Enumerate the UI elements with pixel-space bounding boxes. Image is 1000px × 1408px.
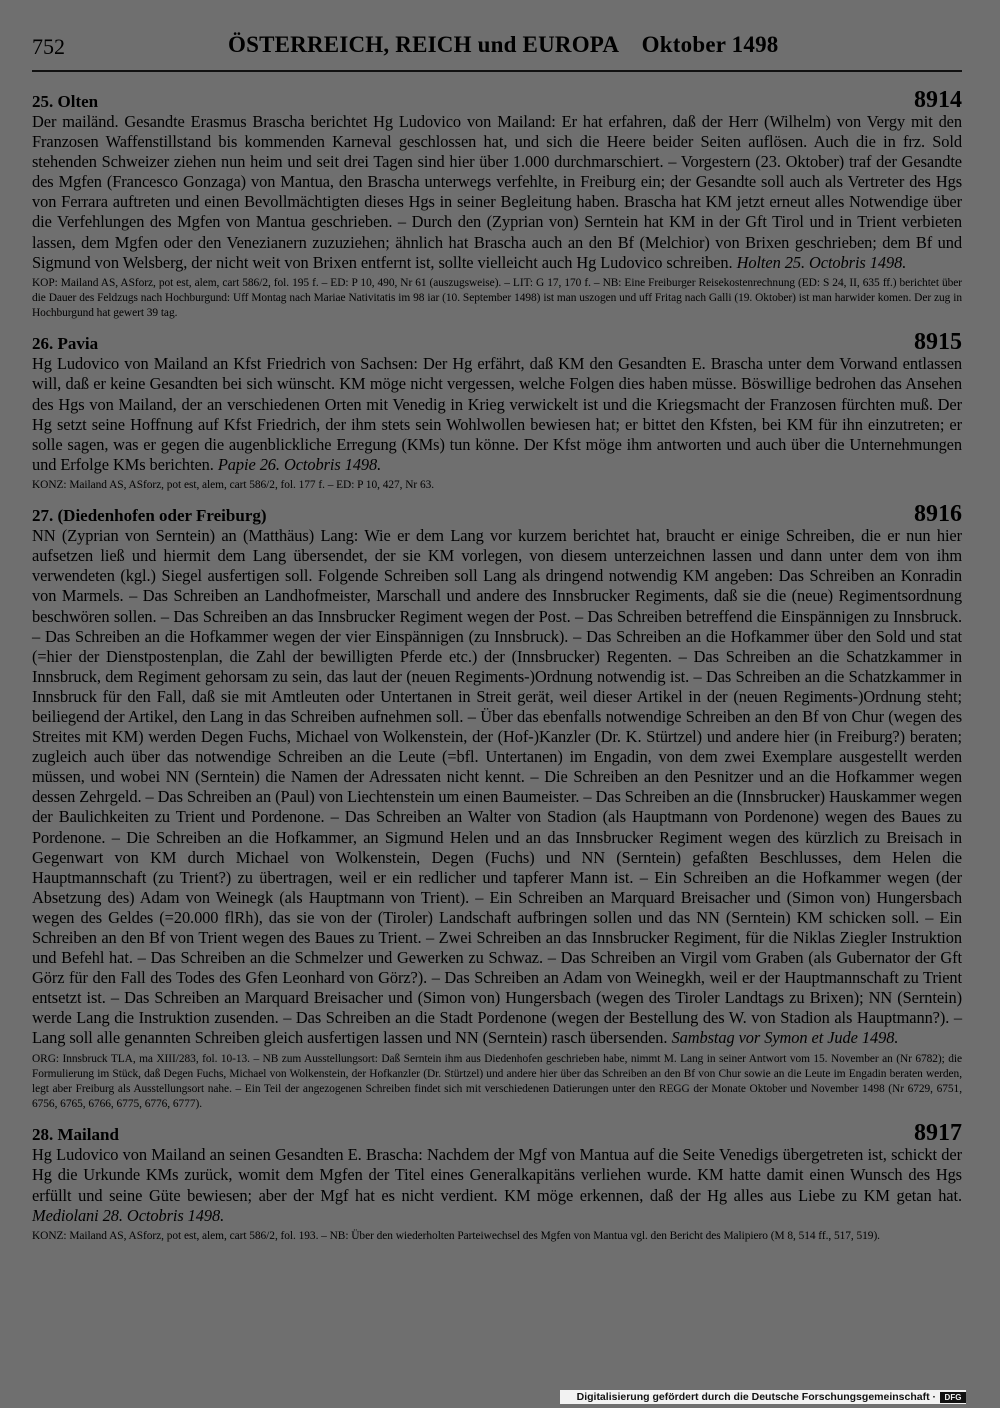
dfg-logo-icon: DFG xyxy=(940,1392,966,1403)
entry-place: 27. (Diedenhofen oder Freiburg) xyxy=(32,506,267,526)
entry-place: 28. Mailand xyxy=(32,1125,119,1145)
entry-date: Papie 26. Octobris 1498. xyxy=(217,454,382,474)
entry-body: Hg Ludovico von Mailand an Kfst Friedrich von Sachsen: Der Hg erfährt, daß KM den Gesandten E. Brascha unter dem Vorwand entlassen will, daß er keine Gesandten bei sich wünscht. KM möge nicht vergessen, welche Folgen dies haben müsse. Böswillige bedrohen das Ansehen des Hgs von Mailand, der an verschiedenen Orten mit Venedig in Krieg verwickelt ist und die Kriegsmacht der Franzosen fürchten muß. Der Hg setzt seine Hoffnung auf Kfst Friedrich, der ihm stets sein Wohlwollen bewiesen hat; er bittet den Kfsten, bei KM für ihn einzutreten; er solle sagen, was er gegen die augenblickliche Erregung (KMs) tun könne. Der Kfst möge ihm antworten und auch über die Unternehmungen und Erfolge KMs berichten. xyxy=(32,354,962,474)
entry-place: 25. Olten xyxy=(32,92,99,111)
entry-number: 8916 xyxy=(914,501,962,528)
entry-8914 xyxy=(32,88,962,321)
running-head: ÖSTERREICH, REICH und EUROPA Oktober 1498 xyxy=(228,32,779,57)
entry-number: 8915 xyxy=(914,329,962,356)
entry-date: Sambstag vor Symon et Jude 1498. xyxy=(671,1028,899,1048)
entry-text xyxy=(32,112,962,273)
entry-body: Der mailänd. Gesandte Erasmus Brascha berichtet Hg Ludovico von Mailand: Er hat erfahren, daß der Herr (Wilhelm) von Vergy mit den Franzosen Waffenstillstand bis kommenden Karneval geschlossen hat, und sich die Heere beider Seiten auflösen. Auch die in frz. Sold stehenden Schweizer ziehen nun heim und seit drei Tagen sind hier über 1.000 durchmarschiert. – Vorgestern (23. Oktober) traf der Gesandte des Mgfen (Francesco Gonzaga) von Mantua, den Brascha unterwegs verfehlte, in Freiburg ein; der Gesandte soll auch als Vertreter des Hgs von Ferrara auftreten und einen Bevollmächtigten dieses Hgs in seiner Begleitung haben. Brascha hat KM jetzt erneut alles Notwendige über die Verfehlungen des Mgfen von Mantua geschrieben. – Durch den (Zyprian von) Serntein hat KM in der Gft Tirol und in Trient verbieten lassen, dem Mgfen oder den Venezianern zuzuziehen; ähnlich hat Brascha auch an den Bf (Melchior) von Brixen geschrieben; dem Bf und Sigmund von Welsberg, der nicht weit von Brixen entfernt ist, sollte vielleicht auch Hg Ludovico schreiben. xyxy=(32,112,962,272)
entry-place: 26. Pavia xyxy=(32,334,99,354)
entry-date: Mediolani 28. Octobris 1498. xyxy=(32,1205,225,1225)
entry-heading xyxy=(32,502,962,526)
entry-text xyxy=(32,526,962,1048)
entry-note: KOP: Mailand AS, ASforz, pot est, alem, cart 586/2, fol. 195 f. – ED: P 10, 490, Nr 61 (auszugsweise). – LIT: G 17, 170 f. – NB: Eine Freiburger Reisekostenrechnung (ED: S 24, II, 635 ff.) berichtet über die Dauer des Feldzugs nach Hochburgund: Uff Montag nach Mariae Nativitatis im 98 iar (10. September 1498) ist man uszogen und uff Fritag nach Galli (19. Oktober) ist man harwider komen. Der zug in Hochburgund hat gewert 39 tag. xyxy=(32,276,962,320)
entry-8915 xyxy=(32,330,962,493)
page-header xyxy=(32,30,962,72)
entry-heading xyxy=(32,330,962,354)
entry-text xyxy=(32,354,962,475)
entry-8916 xyxy=(32,502,962,1112)
entry-note: ORG: Innsbruck TLA, ma XIII/283, fol. 10-13. – NB zum Ausstellungsort: Daß Serntein ihm aus Diedenhofen geschrieben habe, nimmt M. Lang in seiner Antwort vom 15. November an (Nr 6782); die Formulierung im Stück, daß Degen Fuchs, Michael von Wolkenstein, der Hofkanzler (Dr. Stürtzel) und andere hier über das Schreiben an den Bf von Chur sowie an die Leute im Engadin beraten werden, legt aber Freiburg als Ausstellungsort nahe. – Ein Teil der angezogenen Schreiben findet sich mit verschiedenen Datierungen unter den REGG der Monate Oktober und November 1498 (Nr 6729, 6751, 6756, 6765, 6766, 6775, 6776, 6777). xyxy=(32,1052,962,1111)
entry-text xyxy=(32,1145,962,1225)
entry-number: 8914 xyxy=(914,87,962,113)
entry-body: Hg Ludovico von Mailand an seinen Gesandten E. Brascha: Nachdem der Mgf von Mantua auf die Seite Venedigs übergetreten ist, schickt der Hg die Urkunde KMs zurück, womit dem Mgfen der Titel eines Generalkapitäns verliehen wurde. KM hatte damit einen Wunsch des Hgs erfüllt und seine Güte bewiesen; aber der Mgf hat es nicht verdient. KM möge erkennen, daß der Hg alles aus Liebe zu KM getan hat. xyxy=(32,1145,962,1205)
entry-note: KONZ: Mailand AS, ASforz, pot est, alem, cart 586/2, fol. 177 f. – ED: P 10, 427, Nr 63. xyxy=(32,478,435,491)
funding-footer xyxy=(560,1390,966,1404)
entries-list xyxy=(32,88,962,1253)
entry-8917 xyxy=(32,1121,962,1244)
entry-date: Holten 25. Octobris 1498. xyxy=(736,252,907,272)
entry-number: 8917 xyxy=(914,1120,962,1147)
entry-heading xyxy=(32,1121,962,1145)
entry-heading xyxy=(32,88,962,112)
page-number: 752 xyxy=(32,34,65,59)
entry-body: NN (Zyprian von Serntein) an (Matthäus) Lang: Wie er dem Lang vor kurzem berichtet hat, braucht er einige Schreiben, die er nun hier aufsetzen ließ und hiermit dem Lang übersendet, der sie KM vorlegen, von diesem unterzeichnen lassen und dann unter dem von ihm verwendeten (kgl.) Siegel ausfertigen soll. Folgende Schreiben soll Lang als dringend notwendig KM angeben: Das Schreiben an Konradin von Marmels. – Das Schreiben an Landhofmeister, Marschall und andere des Innsbrucker Regiments, daß sie die (neue) Regimentsordnung beschwören sollen. – Das Schreiben an das Innsbrucker Regiment wegen der Post. – Das Schreiben betreffend die Einspännigen zu Innsbruck. – Das Schreiben an die Hofkammer wegen der vier Einspännigen (zu Innsbruck). – Das Schreiben an die Hofkammer über den Sold und stat (=hier der Dienstpostenplan, die Zahl der bewilligten Pferde etc.) der (Innsbrucker) Regenten. – Das Schreiben an die Schatzkammer in Innsbruck, dem Regiment gehorsam zu sein, das laut der (neuen Regiments-)Ordnung notwendig ist. – Das Schreiben an die Schatzkammer in Innsbruck für den Fall, daß sie mit Amtleuten oder Untertanen in Streit gerät, weil dieser Artikel in der (neuen Regiments-)Ordnung steht; beiliegend der Artikel, den Lang in das Schreiben aufnehmen soll. – Über das ebenfalls notwendige Schreiben an den Bf von Chur (wegen des Streites mit KM) werden Degen Fuchs, Michael von Wolkenstein, der (Hof-)Kanzler (Dr. K. Stürtzel) und andere hier (in Freiburg?) beraten; zugleich auch über das notwendige Schreiben an die Leute (=bfl. Untertanen) im Engadin, von dem zwei Exemplare ausgestellt werden müssen, und wobei NN (Serntein) die Namen der Adressaten nicht kennt. – Die Schreiben an den Pesnitzer und an die Hofkammer wegen dessen Zehrgeld. – Das Schreiben an (Paul) von Liechtenstein um einen Baumeister. – Das Schreiben an die (Innsbrucker) Hauskammer wegen der Baulichkeiten zu Trient und Pordenone. – Das Schreiben an Walter von Stadion (als Hauptmann von Pordenone) wegen des Baues zu Pordenone. – Die Schreiben an die Hofkammer, an Sigmund Helen und an das Innsbrucker Regiment wegen des kürzlich zu Breisach in Gegenwart von KM durch Michael von Wolkenstein, Degen (Fuchs) und NN (Serntein) gefaßten Beschlusses, dem Helen die Hauptmannschaft (zu Trient?) zu übertragen, weil er ein redlicher und tapferer Mann ist. – Ein Schreiben an die Hofkammer wegen (der Absetzung des) Adam von Weinegk (als Hauptmann von Trient). – Ein Schreiben an Marquard Breisacher und (Simon von) Hungersbach wegen des Geldes (=20.000 flRh), das sie von der (Tiroler) Landschaft aufbringen sollen und das NN (Serntein) KM schicken soll. – Ein Schreiben an den Bf von Trient wegen des Baues zu Trient. – Zwei Schreiben an das Innsbrucker Regiment, für die Niklas Ziegler Instruktion und Befehl hat. – Das Schreiben an die Schmelzer und Gewerken zu Schwaz. – Das Schreiben an Virgil vom Graben (als Gubernator der Gft Görz für den Fall des Todes des Gfen Leonhard von Görz?). – Das Schreiben an Adam von Weinegkh, weil er der Hauptmannschaft zu Trient entsetzt ist. – Das Schreiben an Marquard Breisacher und (Simon von) Hungersbach (wegen des Tiroler Landtags zu Brixen); NN (Serntein) werde Lang die Instruktion zusenden. – Das Schreiben an die Stadt Pordenone (wegen der Bestellung des W. von Stadion als Hauptmann?). – Lang soll alle genannten Schreiben gleich ausfertigen lassen und NN (Serntein) rasch übersenden. xyxy=(32,526,962,1048)
footer-text: Digitalisierung gefördert durch die Deutsche Forschungsgemeinschaft · xyxy=(576,1391,936,1403)
entry-note: KONZ: Mailand AS, ASforz, pot est, alem, cart 586/2, fol. 193. – NB: Über den wiederholten Parteiwechsel des Mgfen von Mantua vgl. den Bericht des Malipiero (M 8, 514 ff., 517, 519). xyxy=(32,1229,880,1242)
